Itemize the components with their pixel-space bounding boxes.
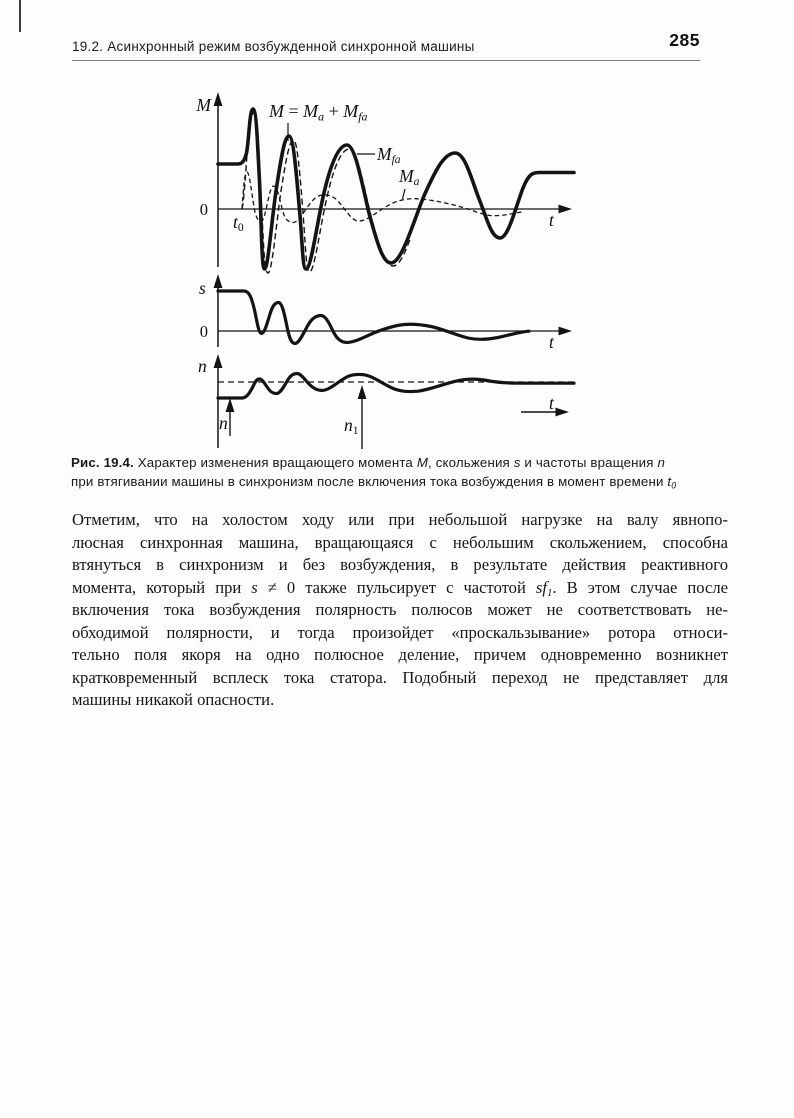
n-start-label: n bbox=[219, 413, 228, 433]
s-curve bbox=[218, 291, 529, 344]
slip-plot bbox=[214, 274, 572, 347]
n-axis-label: n bbox=[198, 356, 207, 376]
running-head-title: 19.2. Асинхронный режим возбужденной синхронной машины bbox=[72, 39, 475, 54]
header-rule bbox=[72, 60, 700, 61]
m-curve bbox=[218, 109, 574, 269]
torque-plot bbox=[214, 92, 574, 273]
n-curve bbox=[218, 374, 574, 399]
text-line: люсная синхронная машина, вращающаяся с небольшим скольжением, способна bbox=[72, 532, 728, 552]
text-line: момента, который при s ≠ 0 также пульсирует с частотой sf1. В этом случае после bbox=[72, 577, 728, 599]
caption-line: Рис. 19.4. Характер изменения вращающего момента M, скольжения s и частоты вращения n bbox=[71, 455, 665, 470]
t0-label: t0 bbox=[233, 212, 244, 235]
body-paragraph bbox=[72, 509, 728, 712]
page-number: 285 bbox=[669, 30, 700, 50]
mfa-label: Mfa bbox=[377, 144, 401, 167]
n1-arrowhead bbox=[358, 385, 367, 399]
t-bottom-arrowhead bbox=[556, 408, 570, 417]
m-y-axis-arrowhead bbox=[214, 92, 223, 106]
torque-sum-formula-label: M = Ma + Mfa bbox=[269, 101, 368, 124]
t-label-bottom: t bbox=[549, 393, 554, 413]
text-line: втянуться в синхронизм и без возбуждения, в результате действия реактивного bbox=[72, 555, 728, 575]
s-y-axis-arrowhead bbox=[214, 274, 223, 288]
caption-line: при втягивании машины в синхронизм после включения тока возбуждения в момент времени t0 bbox=[71, 473, 677, 491]
speed-plot bbox=[214, 354, 574, 449]
figure-19-4 bbox=[0, 85, 794, 457]
text-line: включения тока возбуждения полярность полюсов может не соответствовать не- bbox=[72, 600, 728, 620]
n-start-arrowhead bbox=[226, 398, 235, 412]
s-axis-label: s bbox=[199, 278, 206, 298]
text-line: кратковременный всплеск тока статора. Подобный переход не представляет для bbox=[72, 667, 728, 687]
ma-label-leader-line bbox=[403, 189, 406, 199]
text-line: Отметим, что на холостом ходу или при небольшой нагрузке на валу явнопо- bbox=[72, 510, 728, 529]
figure-plot-svg bbox=[150, 85, 650, 457]
m-axis-label: M bbox=[196, 95, 211, 115]
s-zero-label: 0 bbox=[199, 322, 208, 341]
t-label-top: t bbox=[549, 210, 554, 230]
t-label-middle: t bbox=[549, 332, 554, 352]
text-line: тельно поля якоря на одно полюсное деление, причем одновременно возникнет bbox=[72, 645, 728, 665]
m-zero-label: 0 bbox=[199, 200, 208, 219]
ma-label: Ma bbox=[399, 166, 420, 189]
n-y-axis-arrowhead bbox=[214, 354, 223, 368]
s-x-axis-arrowhead bbox=[559, 327, 573, 336]
m-x-axis-arrowhead bbox=[559, 205, 573, 214]
scan-edge-artifact bbox=[19, 0, 21, 32]
figure-caption bbox=[71, 454, 751, 495]
text-line: обходимой полярности, и тогда произойдет «проскальзывание» ротора относи- bbox=[72, 622, 728, 642]
text-line: машины никакой опасности. bbox=[72, 690, 275, 710]
ma-curve bbox=[242, 172, 524, 223]
n1-label: n1 bbox=[344, 415, 359, 438]
